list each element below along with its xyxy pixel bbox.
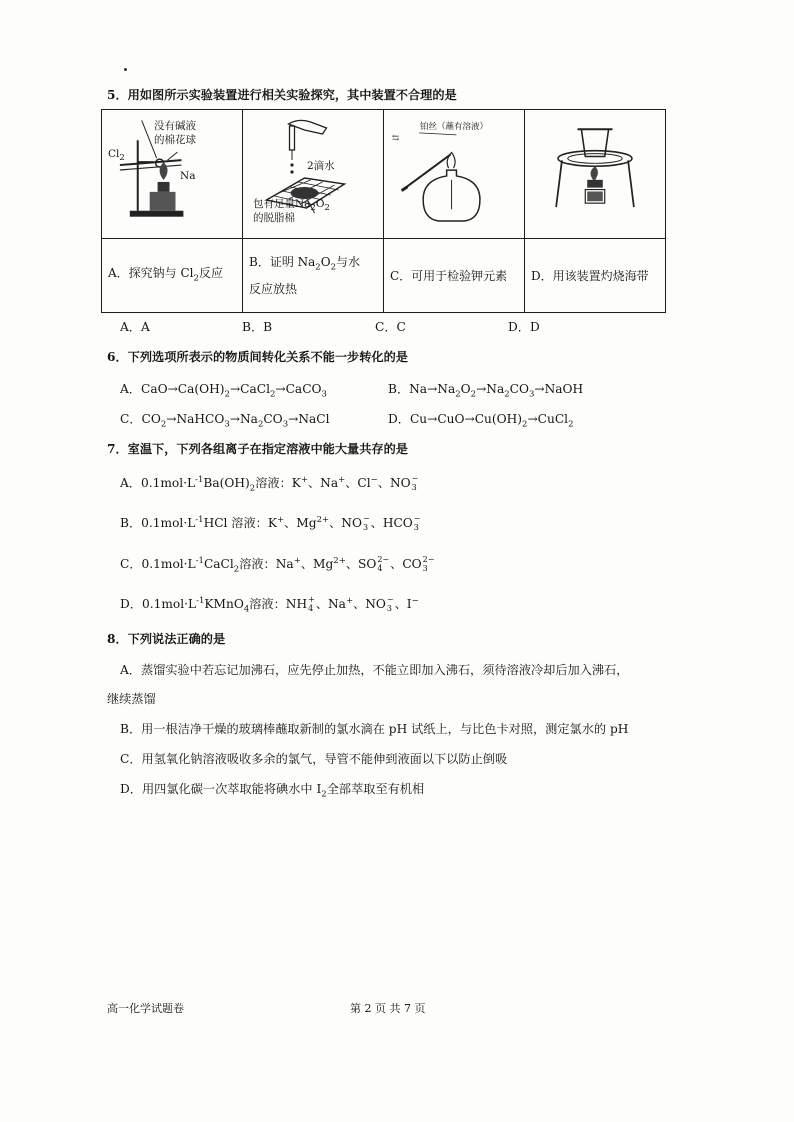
svg-text:⇆: ⇆ xyxy=(391,133,400,144)
footer-page-number: 第 2 页 共 7 页 xyxy=(350,1002,426,1015)
apparatus-b-cotton-label: 包有足量$Na_2O_2$ xyxy=(253,198,330,214)
q5-option-c: C．C xyxy=(375,320,406,334)
apparatus-b-cotton-label-2: 的脱脂棉 xyxy=(253,212,295,224)
q6-option-b: B．$Na\to Na_2O_2\to Na_2CO_3\to NaOH$ xyxy=(388,382,584,400)
q7-option-d: D．$0.1mol\cdot L^{-1}KMnO_4$溶液：NH + 4 、Na+、NO − 3 、I− xyxy=(120,595,419,615)
q8-stem: 8．下列说法正确的是 xyxy=(107,632,226,646)
q6-option-a: A．$CaO\to Ca(OH)_2\to CaCl_2\to CaCO_3$ xyxy=(120,382,327,400)
apparatus-d-drawing xyxy=(525,110,665,238)
caption-c: C．可用于检验钾元素 xyxy=(384,239,525,313)
caption-d: D．用该装置灼烧海带 xyxy=(525,239,666,313)
apparatus-b-water-label: 2滴水 xyxy=(307,160,335,172)
footer-left: 高一化学试题卷 xyxy=(107,1002,184,1015)
apparatus-a-cell xyxy=(102,110,243,239)
apparatus-a-cotton-label-2: 的棉花球 xyxy=(154,134,196,146)
q8-option-c: C．用氢氧化钠溶液吸收多余的氯气，导管不能伸到液面以下以防止倒吸 xyxy=(120,752,508,766)
q6-stem: 6．下列选项所表示的物质间转化关系不能一步转化的是 xyxy=(107,350,408,364)
apparatus-c-wire-label: 铂丝（蘸有溶液） xyxy=(420,122,489,132)
q5-option-d: D．D xyxy=(508,320,540,334)
q5-option-a: A．A xyxy=(120,320,150,334)
q6-option-d: D．$Cu\to CuO\to Cu(OH)_2\to CuCl_2$ xyxy=(388,412,574,430)
page-speck xyxy=(124,68,127,71)
q8-option-a-line2: 继续蒸馏 xyxy=(107,692,156,706)
q8-option-a-line1: A．蒸馏实验中若忘记加沸石，应先停止加热，不能立即加入沸石，须待溶液冷却后加入沸石， xyxy=(120,663,629,677)
q7-option-c: C．$0.1mol\cdot L^{-1}CaCl_2$溶液：Na+、$Mg^{2+}$、SO 2− 4 、CO 2− 3 xyxy=(120,555,435,575)
apparatus-a-na-label: Na xyxy=(180,170,196,182)
apparatus-d-cell xyxy=(525,110,666,239)
apparatus-b-cell xyxy=(243,110,384,239)
apparatus-a-cotton-label: 没有碱液 xyxy=(154,120,196,132)
q8-option-d: D．用四氯化碳一次萃取能将碘水中 $I_2$全部萃取至有机相 xyxy=(120,782,425,800)
q7-option-b: B．$0.1mol\cdot L^{-1}HCl$ 溶液：K+、$Mg^{2+}$、NO − 3 、HCO − 3 xyxy=(120,514,421,532)
q8-option-b: B．用一根洁净干燥的玻璃棒蘸取新制的氯水滴在 pH 试纸上，与比色卡对照，测定氯水的 pH xyxy=(120,722,629,736)
q7-stem: 7．室温下，下列各组离子在指定溶液中能大量共存的是 xyxy=(107,442,408,456)
caption-a: A．探究钠与 $Cl_2$反应 xyxy=(102,239,243,313)
q5-stem: 5．用如图所示实验装置进行相关实验探究，其中装置不合理的是 xyxy=(107,88,457,102)
caption-b: B．证明 $Na_2O_2$与水 反应放热 xyxy=(243,239,384,313)
q7-option-a: A．$0.1mol\cdot L^{-1}Ba(OH)_2$溶液：K+、Na+、Cl−、NO − 3 xyxy=(120,474,419,494)
q5-option-b: B．B xyxy=(242,320,273,334)
apparatus-c-cell xyxy=(384,110,525,239)
q5-apparatus-table xyxy=(101,109,666,313)
q6-option-c: C．$CO_2\to NaHCO_3\to Na_2CO_3\to NaCl$ xyxy=(120,412,330,430)
apparatus-a-cl2-label: $Cl_2$ xyxy=(108,148,125,164)
